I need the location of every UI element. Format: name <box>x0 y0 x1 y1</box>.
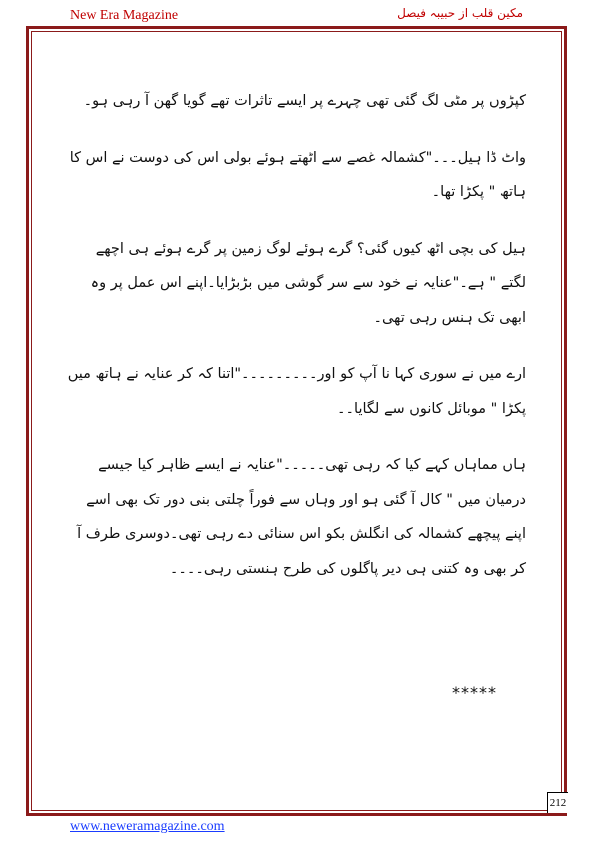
website-link[interactable]: www.neweramagazine.com <box>70 819 225 834</box>
paragraph: ارے میں نے سوری کہا نا آپ کو اور۔۔۔۔۔۔۔۔۔"اتنا کہ کر عنایہ نے ہاتھ میں پکڑا " موبائل کانوں سے لگایا۔۔ <box>67 366 526 417</box>
paragraph: کپڑوں پر مٹی لگ گئی تھی چہرے پر ایسے تاثرات تھے گویا گھن آ رہی ہو۔ <box>83 93 526 109</box>
page-number: 212 <box>547 792 568 813</box>
section-end-mark: ***** <box>452 683 497 702</box>
story-body <box>66 84 526 608</box>
paragraph: ہاں مماہاں کہے کیا کہ رہی تھی۔۔۔۔۔"عنایہ نے ایسے ظاہر کیا جیسے درمیان میں " کال آ گئی ہو اور وہاں سے فوراً چلتی بنی دور تک بھی اسے اپنے پیچھے کشمالہ کی انگلش بکو اس سنائی دے رہی تھی۔دوسری طرف آ کر بھی وہ کتنی ہی دیر پاگلوں کی طرح ہنستی رہی۔۔۔۔ <box>77 457 526 577</box>
magazine-name: New Era Magazine <box>70 8 179 23</box>
story-title: مکین قلب از حبیبہ فیصل <box>397 6 523 20</box>
paragraph: واٹ ڈا ہیل۔۔۔"کشمالہ غصے سے اٹھتے ہوئے بولی اس کی دوست نے اس کا ہاتھ " پکڑا تھا۔ <box>69 149 526 200</box>
paragraph: ہیل کی بچی اٹھ کیوں گئی؟ گرے ہوئے لوگ زمین پر گرے ہوئے ہی اچھے لگتے " ہے۔"عنایہ نے خود سے سر گوشی میں بڑبڑایا۔اپنے اس عمل پر وہ ابھی تک ہنس رہی تھی۔ <box>90 240 526 326</box>
